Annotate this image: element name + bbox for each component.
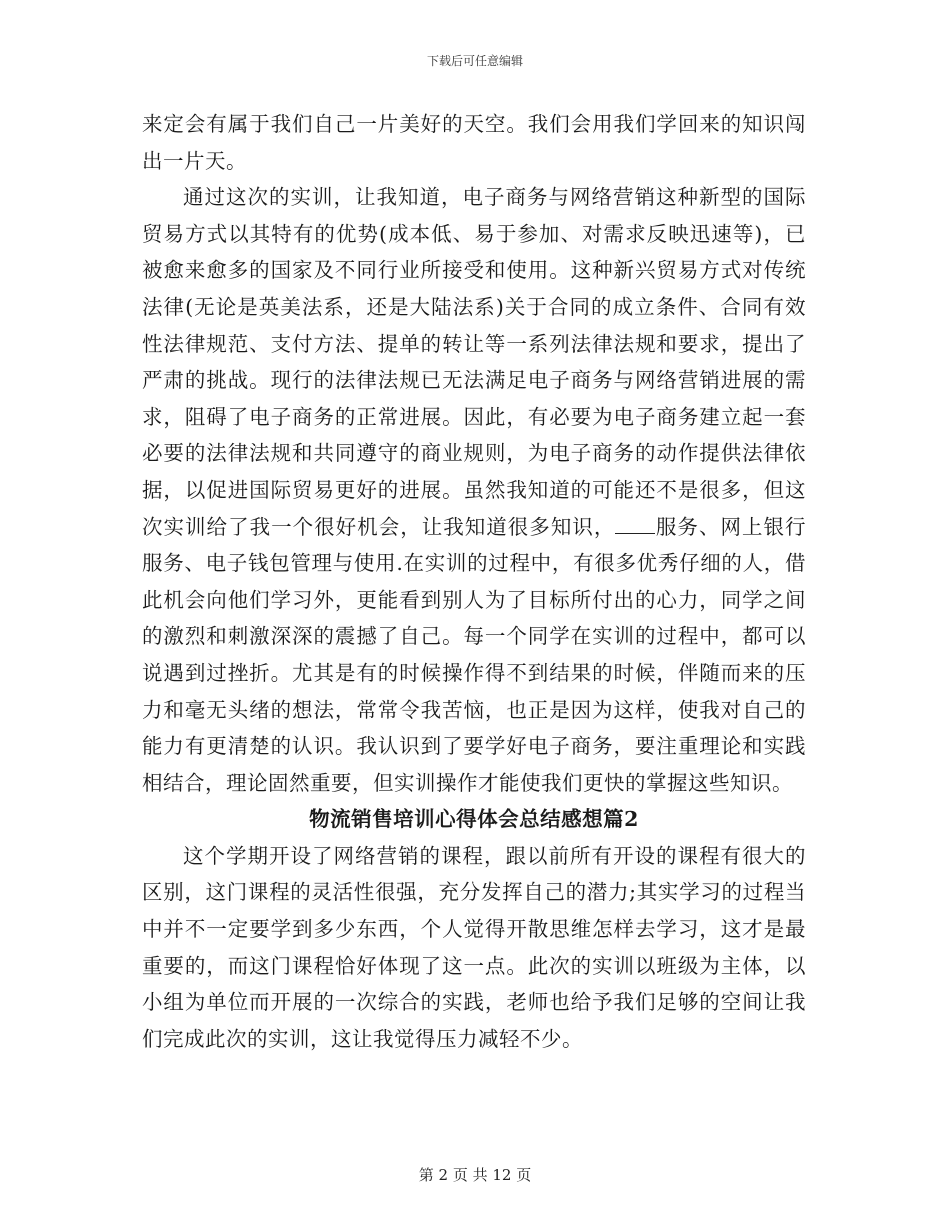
page-header: 下载后可任意编辑 xyxy=(426,54,523,68)
document-body xyxy=(142,106,806,1057)
page-number: 第 2 页 共 12 页 xyxy=(418,1166,532,1184)
fill-in-blank xyxy=(615,512,655,534)
paragraph-training-reflection xyxy=(142,179,806,801)
section-heading: 物流销售培训心得体会总结感想篇2 xyxy=(309,807,639,832)
paragraph-text-part-2: 服务、网上银行服务、电子钱包管理与使用.在实训的过程中，有很多优秀仔细的人，借此机会向他们学习外，更能看到别人为了目标所付出的心力，同学之间的激烈和刺激深深的震撼了自己。每一个同学在实训的过程中，都可以说遇到过挫折。尤其是有的时候操作得不到结果的时候，伴随而来的压力和毫无头绪的想法，常常令我苦恼，也正是因为这样，使我对自己的能力有更清楚的认识。我认识到了要学好电子商务，要注重理论和实践相结合，理论固然重要，但实训操作才能使我们更快的掌握这些知识。 xyxy=(142,514,807,795)
paragraph-course-intro: 这个学期开设了网络营销的课程，跟以前所有开设的课程有很大的区别，这门课程的灵活性很强，充分发挥自己的潜力;其实学习的过程当中并不一定要学到多少东西，个人觉得开散思维怎样去学习，这才是最重要的，而这门课程恰好体现了这一点。此次的实训以班级为主体，以小组为单位而开展的一次综合的实践，老师也给予我们足够的空间让我们完成此次的实训，这让我觉得压力减轻不少。 xyxy=(142,843,806,1051)
paragraph-text-part-1: 通过这次的实训，让我知道，电子商务与网络营销这种新型的国际贸易方式以其特有的优势(成本低、易于参加、对需求反映迅速等)，已被愈来愈多的国家及不同行业所接受和使用。这种新兴贸易方式对传统法律(无论是英美法系，还是大陆法系)关于合同的成立条件、合同有效性法律规范、支付方法、提单的转让等一系列法律法规和要求，提出了严肃的挑战。现行的法律法规已无法满足电子商务与网络营销进展的需求，阻碍了电子商务的正常进展。因此，有必要为电子商务建立起一套必要的法律法规和共同遵守的商业规则，为电子商务的动作提供法律依据，以促进国际贸易更好的进展。虽然我知道的可能还不是很多，但这次实训给了我一个很好机会，让我知道很多知识， xyxy=(142,185,806,539)
paragraph-continuation: 来定会有属于我们自己一片美好的天空。我们会用我们学回来的知识闯出一片天。 xyxy=(142,112,806,173)
